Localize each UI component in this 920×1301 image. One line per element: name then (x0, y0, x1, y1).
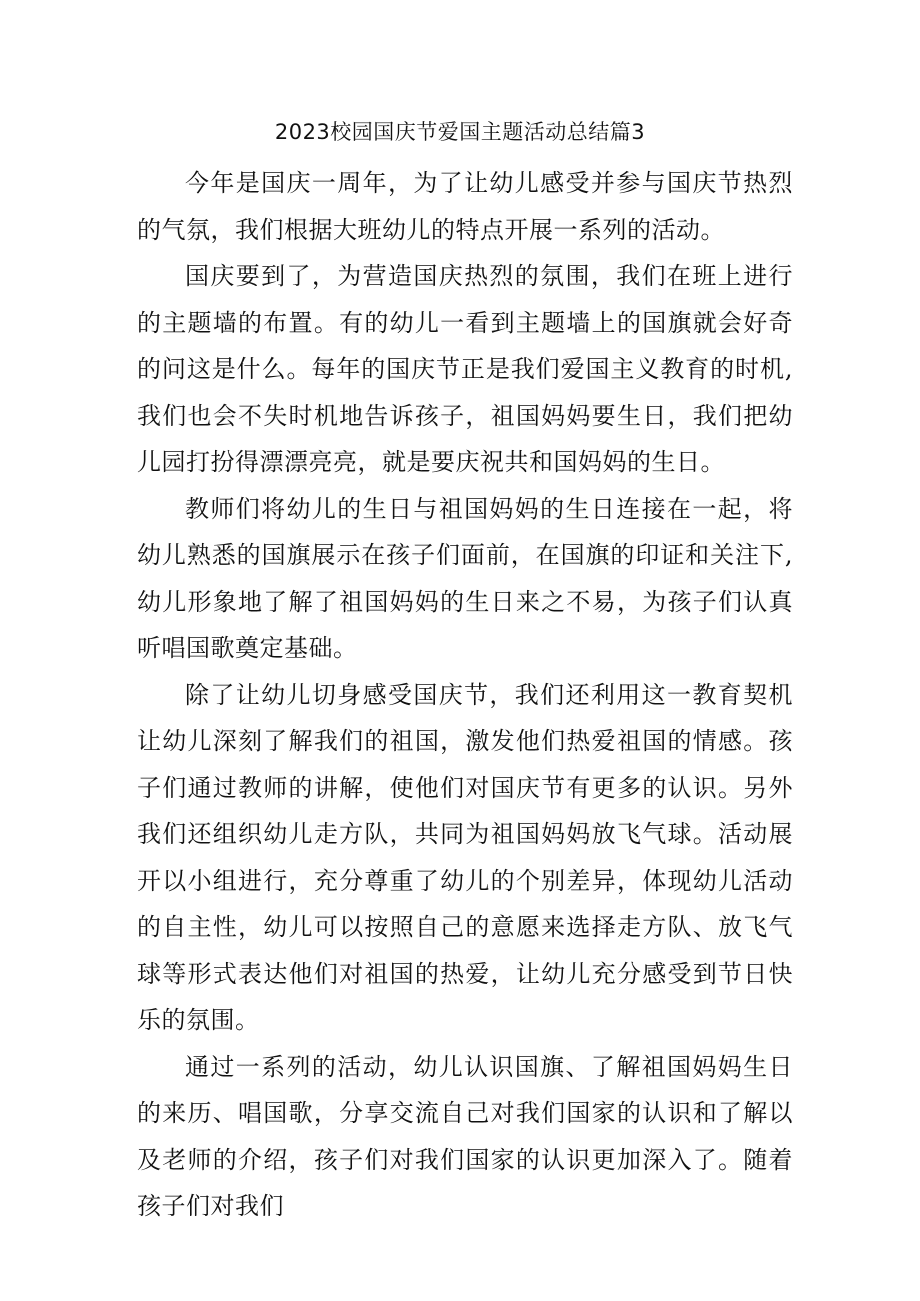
document-body (137, 160, 793, 1230)
document-title: 2023校园国庆节爱国主题活动总结篇3 (274, 120, 646, 144)
paragraph-2: 国庆要到了，为营造国庆热烈的氛围，我们在班上进行的主题墙的布置。有的幼儿一看到主题墙上的国旗就会好奇的问这是什么。每年的国庆节正是我们爱国主义教育的时机,我们也会不失时机地告诉孩子，祖国妈妈要生日，我们把幼儿园打扮得漂漂亮亮，就是要庆祝共和国妈妈的生日。 (137, 262, 793, 476)
paragraph-4: 除了让幼儿切身感受国庆节，我们还利用这一教育契机让幼儿深刻了解我们的祖国，激发他们热爱祖国的情感。孩子们通过教师的讲解，使他们对国庆节有更多的认识。另外我们还组织幼儿走方队，共同为祖国妈妈放飞气球。活动展开以小组进行，充分尊重了幼儿的个别差异，体现幼儿活动的自主性，幼儿可以按照自己的意愿来选择走方队、放飞气球等形式表达他们对祖国的热爱，让幼儿充分感受到节日快乐的氛围。 (137, 680, 793, 1034)
paragraph-5: 通过一系列的活动，幼儿认识国旗、了解祖国妈妈生日的来历、唱国歌，分享交流自己对我们国家的认识和了解以及老师的介绍，孩子们对我们国家的认识更加深入了。随着孩子们对我们 (137, 1052, 793, 1220)
paragraph-3: 教师们将幼儿的生日与祖国妈妈的生日连接在一起，将幼儿熟悉的国旗展示在孩子们面前，在国旗的印证和关注下,幼儿形象地了解了祖国妈妈的生日来之不易，为孩子们认真听唱国歌奠定基础。 (137, 494, 793, 662)
paragraph-1: 今年是国庆一周年，为了让幼儿感受并参与国庆节热烈的气氛，我们根据大班幼儿的特点开展一系列的活动。 (137, 169, 793, 244)
